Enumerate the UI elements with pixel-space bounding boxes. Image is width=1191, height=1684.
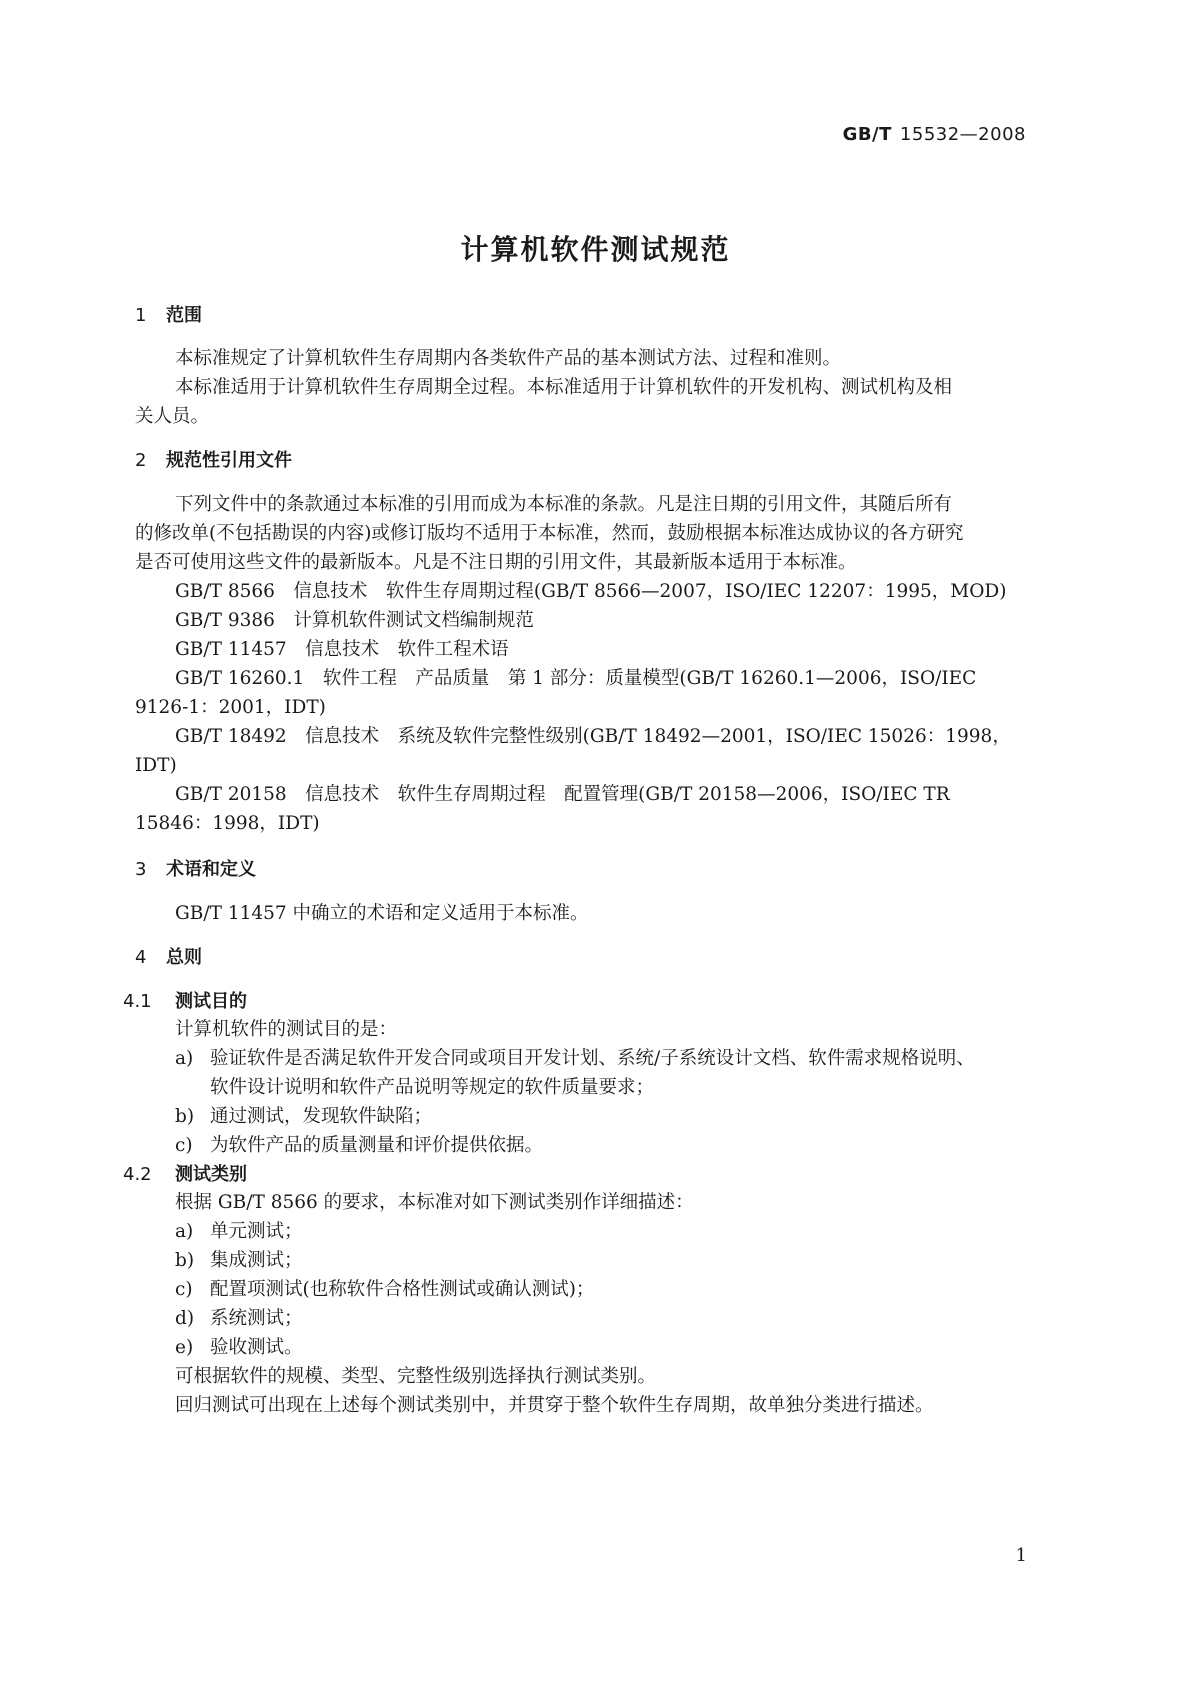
paragraph: GB/T 11457 中确立的术语和定义适用于本标准。 (175, 903, 589, 924)
section-4-heading (135, 946, 202, 970)
standard-prefix: GB/T (842, 124, 892, 145)
reference-item-continuation: 15846：1998，IDT) (135, 813, 320, 834)
reference-item: GB/T 9386 计算机软件测试文档编制规范 (175, 610, 534, 631)
reference-item: GB/T 8566 信息技术 软件生存周期过程(GB/T 8566—2007，ISO/IEC 12207：1995，MOD) (175, 581, 1007, 602)
list-item-label: b) (175, 1250, 195, 1271)
paragraph: 本标准规定了计算机软件生存周期内各类软件产品的基本测试方法、过程和准则。 (175, 348, 842, 369)
list-item-label: c) (175, 1279, 193, 1300)
page-number: 1 (1015, 1545, 1027, 1566)
reference-item-continuation: 9126-1：2001，IDT) (135, 697, 326, 718)
paragraph-continuation: 是否可使用这些文件的最新版本。凡是不注日期的引用文件，其最新版本适用于本标准。 (135, 552, 857, 573)
reference-item: GB/T 20158 信息技术 软件生存周期过程 配置管理(GB/T 20158—2006，ISO/IEC TR (175, 784, 950, 805)
list-item-label: c) (175, 1135, 193, 1156)
subsection-number: 4.2 (123, 1164, 152, 1185)
subsection-4-1-heading (123, 990, 247, 1014)
reference-item-continuation: IDT) (135, 755, 177, 776)
list-item-text: 验收测试。 (210, 1337, 303, 1358)
list-item-label: a) (175, 1048, 194, 1069)
paragraph: 可根据软件的规模、类型、完整性级别选择执行测试类别。 (175, 1366, 657, 1387)
subsection-title: 测试类别 (175, 1164, 247, 1185)
section-number: 4 (135, 947, 147, 968)
reference-item: GB/T 18492 信息技术 系统及软件完整性级别(GB/T 18492—2001，ISO/IEC 15026：1998， (175, 726, 1011, 747)
standard-number: 15532—2008 (899, 124, 1026, 145)
section-number: 3 (135, 859, 147, 880)
list-item-text: 验证软件是否满足软件开发合同或项目开发计划、系统/子系统设计文档、软件需求规格说明、 (210, 1048, 975, 1069)
section-1-heading (135, 304, 202, 328)
section-title: 规范性引用文件 (166, 450, 292, 471)
list-item-text-continuation: 软件设计说明和软件产品说明等规定的软件质量要求； (210, 1077, 655, 1098)
section-2-heading (135, 449, 292, 473)
paragraph: 计算机软件的测试目的是： (175, 1019, 398, 1040)
subsection-4-2-heading (123, 1163, 247, 1187)
paragraph: 根据 GB/T 8566 的要求，本标准对如下测试类别作详细描述： (175, 1192, 694, 1213)
list-item-text: 单元测试； (210, 1221, 303, 1242)
list-item-text: 系统测试； (210, 1308, 303, 1329)
list-item-label: a) (175, 1221, 194, 1242)
list-item-text: 为软件产品的质量测量和评价提供依据。 (210, 1135, 544, 1156)
section-title: 范围 (166, 305, 202, 326)
section-number: 2 (135, 450, 147, 471)
standard-code (843, 124, 1026, 145)
paragraph: 回归测试可出现在上述每个测试类别中，并贯穿于整个软件生存周期，故单独分类进行描述。 (175, 1395, 934, 1416)
reference-item: GB/T 11457 信息技术 软件工程术语 (175, 639, 509, 660)
section-3-heading (135, 858, 256, 882)
paragraph: 本标准适用于计算机软件生存周期全过程。本标准适用于计算机软件的开发机构、测试机构及相 (175, 377, 953, 398)
section-title: 术语和定义 (166, 859, 256, 880)
list-item-label: b) (175, 1106, 195, 1127)
subsection-number: 4.1 (123, 991, 152, 1012)
list-item-label: e) (175, 1337, 194, 1358)
reference-item: GB/T 16260.1 软件工程 产品质量 第 1 部分：质量模型(GB/T 16260.1—2006，ISO/IEC (175, 668, 977, 689)
paragraph: 下列文件中的条款通过本标准的引用而成为本标准的条款。凡是注日期的引用文件，其随后所有 (175, 494, 953, 515)
list-item-text: 集成测试； (210, 1250, 303, 1271)
document-title: 计算机软件测试规范 (460, 233, 731, 266)
section-title: 总则 (166, 947, 202, 968)
list-item-label: d) (175, 1308, 195, 1329)
section-number: 1 (135, 305, 147, 326)
paragraph-continuation: 的修改单(不包括勘误的内容)或修订版均不适用于本标准，然而，鼓励根据本标准达成协议的各方研究 (135, 523, 964, 544)
subsection-title: 测试目的 (175, 991, 247, 1012)
list-item-text: 配置项测试(也称软件合格性测试或确认测试)； (210, 1279, 595, 1300)
list-item-text: 通过测试，发现软件缺陷； (210, 1106, 433, 1127)
paragraph-continuation: 关人员。 (135, 406, 210, 427)
